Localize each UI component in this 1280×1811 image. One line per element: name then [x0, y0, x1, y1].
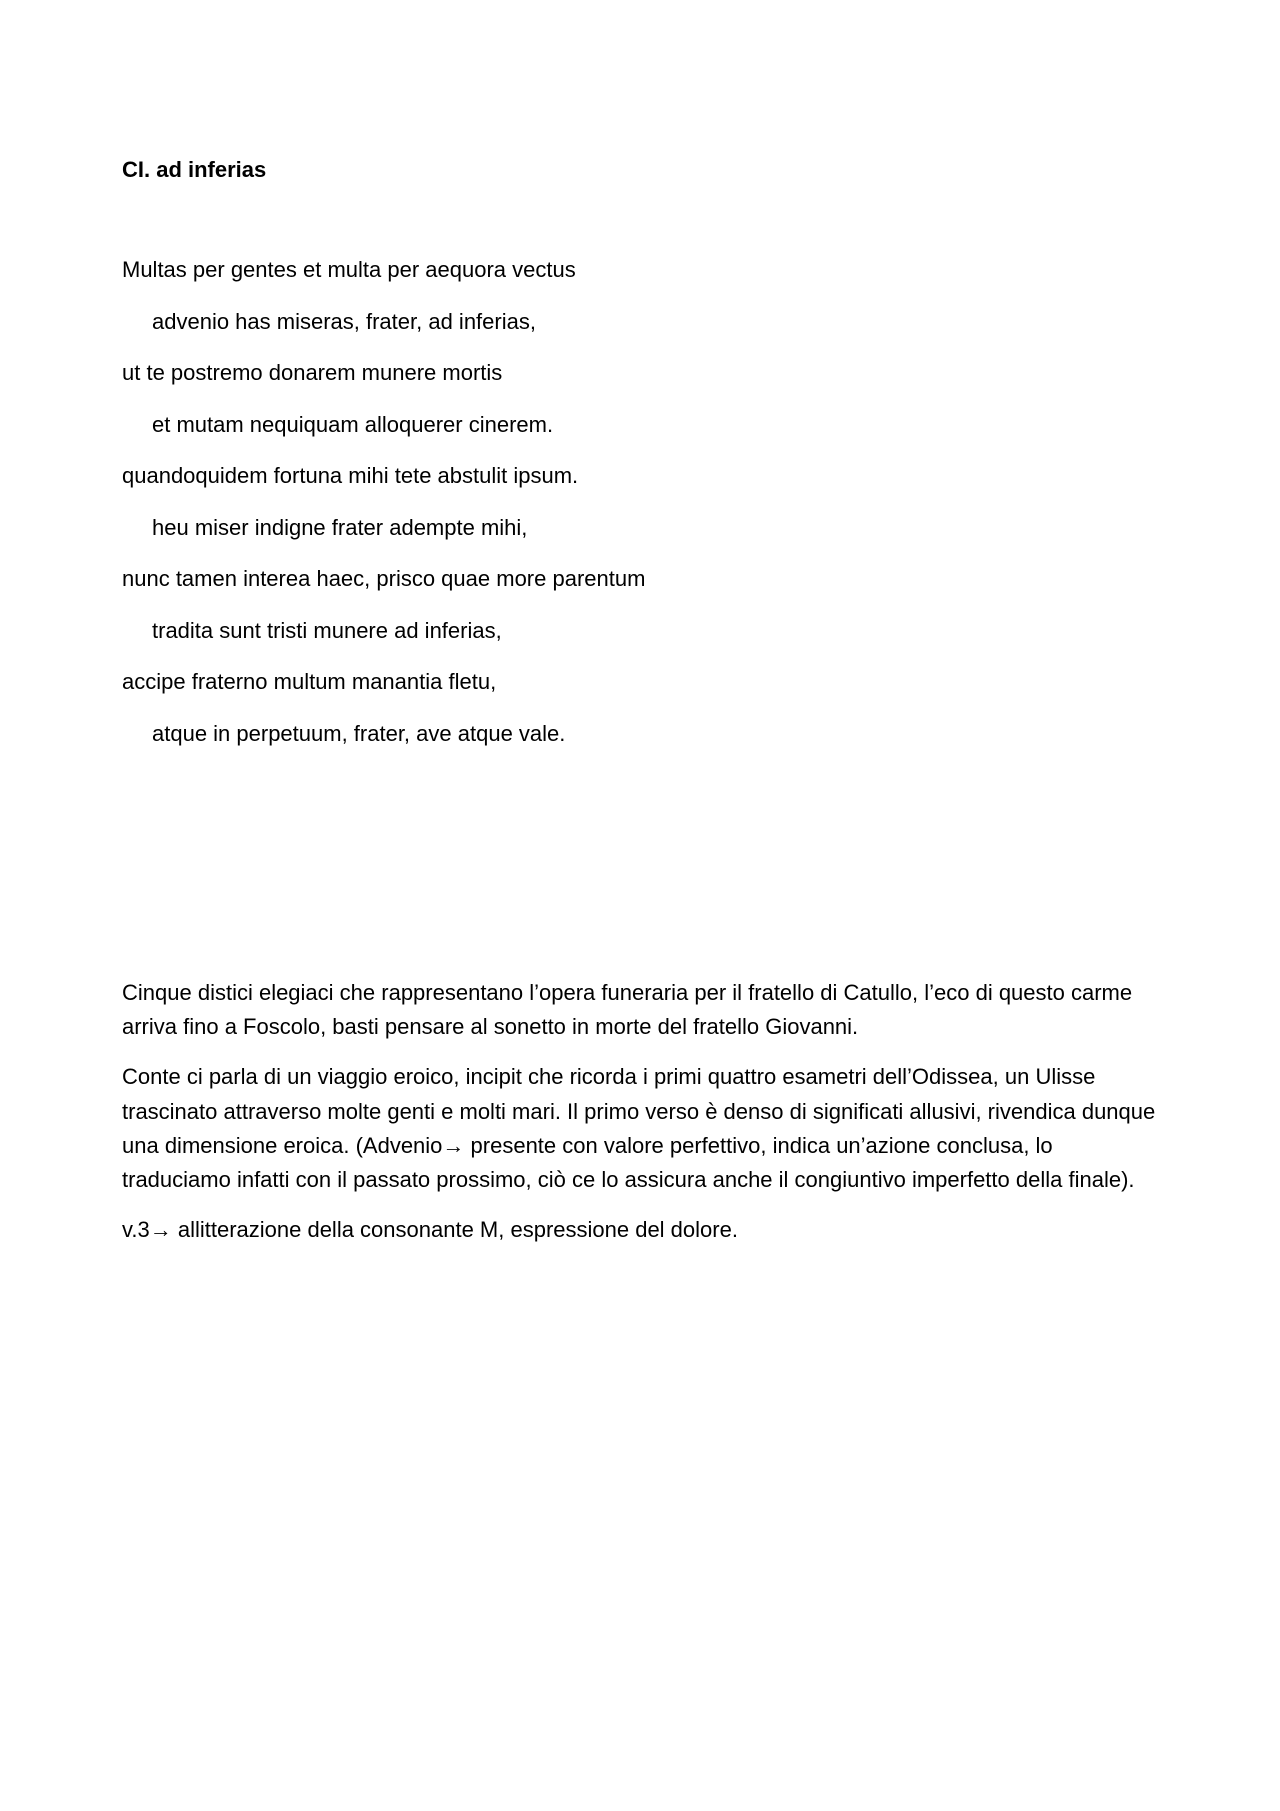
- paragraph-text: Conte ci parla di un viaggio eroico, incipit che ricorda i primi quattro esametri dell’Odissea, un Ulisse trascinato attraverso molte genti e molti mari. Il primo verso è denso di significati allusivi, rivendica dunque una dimensione eroica. (Advenio: [122, 1064, 1156, 1158]
- poem-line: Multas per gentes et multa per aequora vectus: [122, 257, 576, 282]
- poem-line: atque in perpetuum, frater, ave atque vale.: [152, 720, 566, 746]
- poem-block: [122, 256, 1122, 771]
- paragraph-text: allitterazione della consonante M, espressione del dolore.: [171, 1217, 738, 1243]
- right-arrow-icon: →: [442, 1132, 465, 1158]
- poem-line: nunc tamen interea haec, prisco quae more parentum: [122, 566, 646, 591]
- paragraph-text: Cinque distici elegiaci che rappresentano l’opera funeraria per il fratello di Catullo, l’eco di questo carme arriva fino a Foscolo, basti pensare al sonetto in morte del fratello Giovanni.: [122, 980, 1133, 1040]
- poem-line: advenio has miseras, frater, ad inferias,: [152, 308, 536, 334]
- paragraph-text: presente con valore perfettivo, indica un’azione conclusa, lo traduciamo infatti con il passato prossimo, ciò ce lo assicura anche il congiuntivo imperfetto della finale).: [122, 1132, 1135, 1193]
- poem-line: et mutam nequiquam alloquerer cinerem.: [152, 411, 554, 437]
- commentary-paragraph-conte: [122, 1060, 1158, 1197]
- commentary-paragraph-intro: [122, 976, 1158, 1044]
- commentary-paragraph-v3: [122, 1213, 1158, 1247]
- poem-line: accipe fraterno multum manantia fletu,: [122, 669, 497, 694]
- commentary-block: [122, 976, 1158, 1263]
- paragraph-text: v.3: [122, 1217, 150, 1243]
- poem-line: ut te postremo donarem munere mortis: [122, 360, 503, 385]
- poem-line: tradita sunt tristi munere ad inferias,: [152, 617, 502, 643]
- right-arrow-icon: →: [149, 1217, 172, 1243]
- poem-line: quandoquidem fortuna mihi tete abstulit ipsum.: [122, 463, 579, 488]
- poem-line: heu miser indigne frater adempte mihi,: [152, 514, 528, 540]
- page-title: CI. ad inferias: [122, 157, 267, 182]
